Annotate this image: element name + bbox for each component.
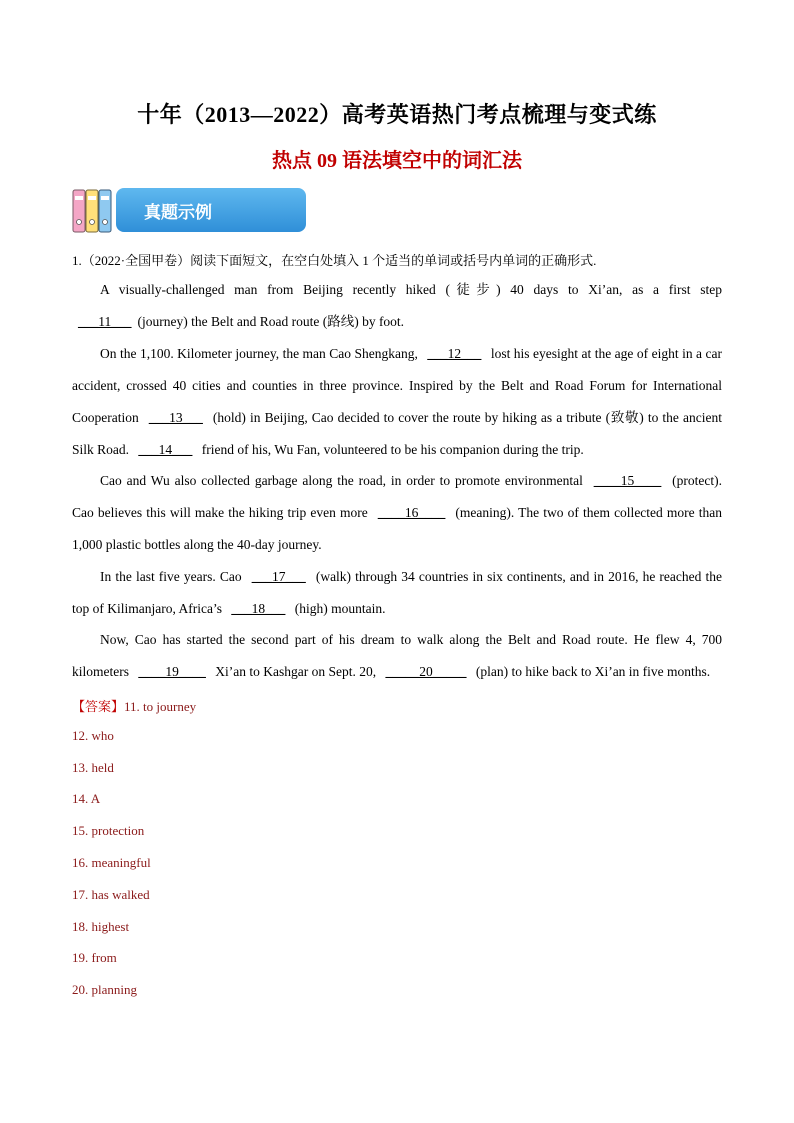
blank-11[interactable]: ___11___ bbox=[78, 314, 132, 329]
passage-text: (high) mountain. bbox=[291, 601, 386, 616]
passage-text: (protect). Cao believes this will make the hiking trip even more bbox=[72, 473, 722, 520]
doc-title: 十年（2013—2022）高考英语热门考点梳理与变式练 bbox=[137, 102, 657, 127]
answer-item: 14. A bbox=[72, 791, 101, 806]
passage-text: In the last five years. Cao bbox=[100, 569, 246, 584]
section-banner bbox=[72, 186, 242, 234]
passage-text: (walk) through 34 countries in six continents, and in 2016, he reached the top of Kilimanjaro, Africa’s bbox=[72, 569, 722, 616]
passage-text: (plan) to hike back to Xi’an in five months. bbox=[472, 664, 711, 679]
question-intro: 1.（2022·全国甲卷）阅读下面短文，在空白处填入 1 个适当的单词或括号内单词的正确形式. bbox=[72, 253, 597, 268]
passage-text: On the 1,100. Kilometer journey, the man Cao Shengkang, bbox=[100, 346, 422, 361]
passage-paragraph-5 bbox=[72, 624, 722, 688]
answer-item: 18. highest bbox=[72, 919, 130, 934]
doc-subtitle: 热点 09 语法填空中的词汇法 bbox=[272, 150, 522, 172]
passage-paragraph-4 bbox=[72, 561, 722, 625]
passage-text: Cao and Wu also collected garbage along the road, in order to promote environmental bbox=[100, 473, 588, 488]
passage-text: (journey) the Belt and Road route (路线) by foot. bbox=[137, 314, 405, 329]
passage-text: Now, Cao has started the second part of his dream to walk along the Belt and Road route. He flew 4, 700 kilometers bbox=[72, 632, 722, 679]
answer-item: 16. meaningful bbox=[72, 855, 151, 870]
passage-text: friend of his, Wu Fan, volunteered to be his companion during the trip. bbox=[198, 442, 584, 457]
passage-text: Xi’an to Kashgar on Sept. 20, bbox=[211, 664, 380, 679]
answer-item: 19. from bbox=[72, 950, 117, 965]
answer-item bbox=[72, 696, 196, 715]
answer-item: 12. who bbox=[72, 728, 114, 743]
blank-12[interactable]: ___12___ bbox=[427, 346, 482, 361]
passage-paragraph-2 bbox=[72, 338, 722, 466]
passage-text: lost his eyesight at the age of eight in a car accident, crossed 40 cities and counties in three province. Inspired by the Belt and Road Forum for International Cooperation bbox=[72, 346, 722, 425]
answer-item: 15. protection bbox=[72, 823, 145, 838]
passage-text: (meaning). The two of them collected more than 1,000 plastic bottles along the 40-day journey. bbox=[72, 505, 722, 552]
blank-16[interactable]: ____16____ bbox=[377, 505, 446, 520]
answer-item: 20. planning bbox=[72, 982, 137, 997]
passage-text: A visually-challenged man from Beijing recently hiked (徒步) 40 days to Xi’an, as a first step bbox=[100, 282, 722, 297]
banner-label: 真题示例 bbox=[116, 188, 306, 232]
blank-15[interactable]: ____15____ bbox=[593, 473, 662, 488]
blank-13[interactable]: ___13___ bbox=[148, 410, 203, 425]
answer-item: 17. has walked bbox=[72, 887, 150, 902]
blank-18[interactable]: ___18___ bbox=[231, 601, 286, 616]
answer-text: 11. to journey bbox=[124, 699, 197, 714]
blank-19[interactable]: ____19____ bbox=[138, 664, 206, 679]
binders-icon bbox=[72, 186, 114, 234]
answer-item: 13. held bbox=[72, 760, 114, 775]
answer-heading: 【答案】 bbox=[72, 699, 125, 714]
passage-text: (hold) in Beijing, Cao decided to cover the route by hiking as a tribute (致敬) to the ancient Silk Road. bbox=[72, 410, 722, 457]
passage-paragraph-1 bbox=[72, 274, 722, 338]
passage-paragraph-3 bbox=[72, 465, 722, 561]
blank-14[interactable]: ___14___ bbox=[138, 442, 193, 457]
blank-17[interactable]: ___17___ bbox=[251, 569, 306, 584]
blank-20[interactable]: _____20_____ bbox=[385, 664, 467, 679]
